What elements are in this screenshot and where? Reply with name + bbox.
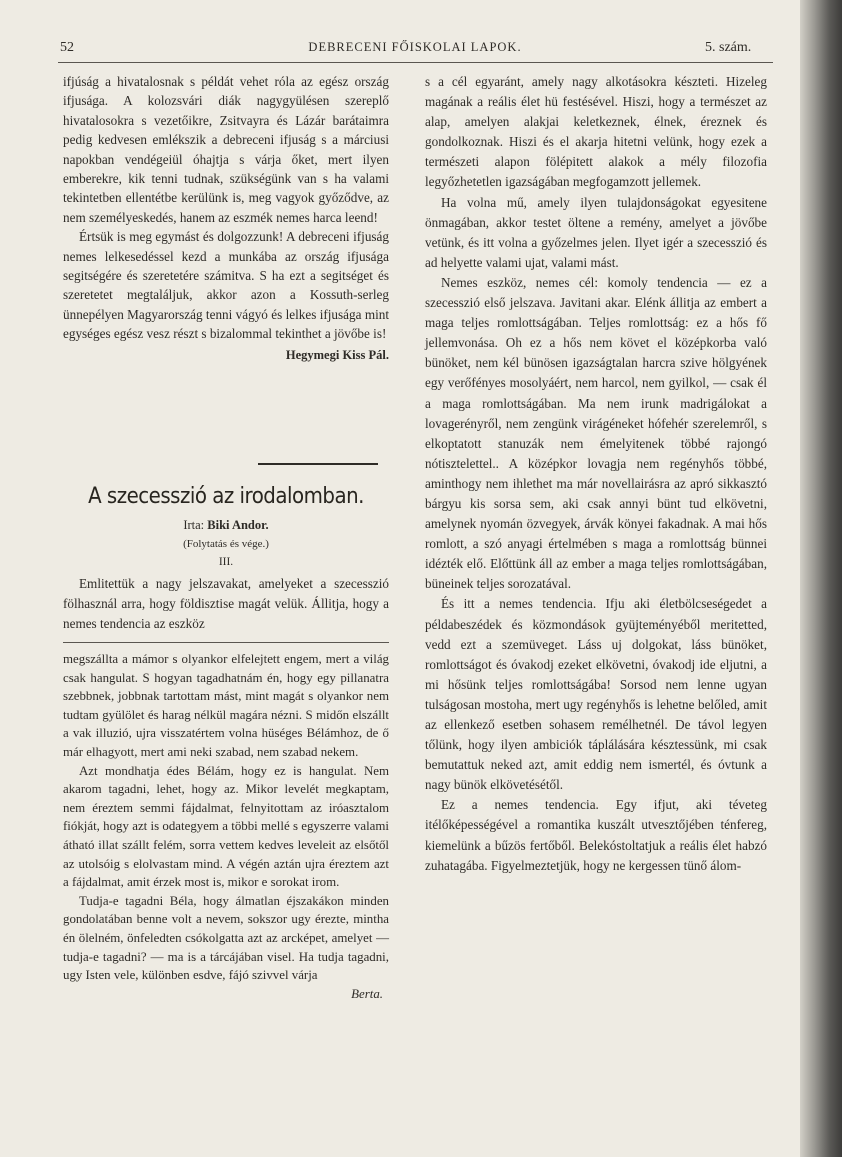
left-column-bottom — [63, 650, 389, 1003]
column-divider — [63, 642, 389, 643]
continuation-note: (Folytatás és vége.) — [183, 538, 269, 550]
paragraph: s a cél egyaránt, amely nagy alkotásokra készteti. Hizeleg magának a reális élet hü festésével. Hiszi, hogy a természet az alap, amelyen alakjai keletkeznek, élnek, éreznek és gondolkoznak. Hiszi és el akarja hitetni velünk, hogy ezek a természeti alapon fölépitett alakok a mély filozofia legyőzhetetlen igazságában megfogamzott jellemek. — [425, 74, 767, 190]
paragraph: És itt a nemes tendencia. Ifju aki életbölcseségedet a példabeszédek és közmondások gyüjteményéből meritetted, vedd ezt a szemüveget. Láss uj dolgokat, láss bünöket, romlottságot és óvakodj ezeket elkövetni, óvakodj ide eljutni, a mi hősünk teljes romlottságába! Sorsod nem lenne ugyan tulságosan mostoha, mert ugy regényhős is lehetne belőled, amit az ellenkező esetben sohasem remélhetnél. De távol legyen tőlünk, hogy ilyen ambiciók táplálására késztessünk, mi csak bemutattuk neked azt, amit eddig nem ismertél, és óvtunk a nagy bünök elkövetésétől. — [425, 596, 767, 793]
signature: Hegymegi Kiss Pál. — [285, 347, 389, 362]
byline — [63, 518, 389, 533]
letter-signoff: Berta. — [351, 986, 383, 1001]
paragraph: Azt mondhatja édes Bélám, hogy ez is hangulat. Nem akarom tagadni, lehet, hogy az. Mikor levelét megkaptam, nem éreztem semmi fájdalmat, felnyitottam az iróasztalom fiókját, hogy azt is odategyem a többi mellé s egyszerre valami átható illat szállt felém, sorra vettem kedves leveleit az elsőtől az utolsóig s elolvastam mind. A végén aztán ujra éreztem azt a fájdalmat, amit érzek most is, mikor e sorokat irom. — [63, 763, 389, 890]
header-rule — [58, 62, 773, 63]
book-binding-edge — [800, 0, 842, 1157]
journal-title: DEBRECENI FŐISKOLAI LAPOK. — [308, 40, 522, 54]
article-intro — [63, 574, 389, 634]
page-number: 52 — [60, 40, 74, 55]
right-column — [425, 72, 767, 876]
paragraph: Nemes eszköz, nemes cél: komoly tendencia — ez a szecesszió első jelszava. Javitani akar. Elénk állitja az embert a maga teljes romlottságában. Teljes romlottság: ez a hős fő jellemvonása. Oh ez a hős nem követ el középkorba való bünöket, nem kél bünösen igazságtalan harcra szive hölgyének egy verőfényes mosolyáért, nem harcol, nem gyilkol, — csak él a maga romlottságában. Ma nem irunk madrigálokat a lovagerényről, nem zengünk virágéneket hófehér szerelemről, s elkoptatott stanuzák nem émelyitenek többé rajongó nótisztelettel.. A középkor lovagja nem regényhős többé, aminthogy nem ihlethet ma már novellairásra az apró sikkasztó bárgyu kis sorsa sem, aki csak annyi bünt tud elkövetni, amelynek nyomán özvegyek, árvák könyei fakadnak. A mai hős romlott, a szó anyagi értelmében s maga a romlottság bünnei idézték elő. Előttünk áll az ember a maga teljes romlottságában, büneinek teljes sorozatával. — [425, 274, 767, 592]
paragraph: Ez a nemes tendencia. Egy ifjut, aki téveteg itélőképességével a romantika kuszált utvesztőjében ténfereg, kiemelünk a bűzös fertőből. Belekóstoltatjuk a reális élet habzó zuhatagába. Figyelmeztetjük, hogy ne kergessen tünő álom- — [425, 797, 767, 873]
byline-prefix: Irta: — [183, 518, 205, 532]
paragraph: megszállta a mámor s olyankor elfelejtett engem, mert a világ csak hangulat. S hogyan tagadhatnám én, hogy egy pillanatra szebbnek, jobbnak tartottam mást, mint magát s olyankor nem tudtam gyülölet és harag nélkül magára nézni. S midőn elszállt a vak illuzió, ujra visszatértem volna hüséges Bélámhoz, de ő már elhagyott, mert ami neki szabad, nem szabad nekem. — [63, 652, 389, 759]
paragraph: Értsük is meg egymást és dolgozzunk! A debreceni ifjuság nemes lelkesedéssel kezd a munkába az ország ifjusága segitségére és szeretetére számitva. S ha ezt a segitséget és szeretetet megtaláljuk, akkor azon a Kossuth-serleg ünnepélyen Magyarország tenni vágyó és lelkes ifjusága mint egységes egész vesz részt s bizalommal tekinthet a jövőbe is! — [63, 229, 389, 342]
paragraph: Emlitettük a nagy jelszavakat, amelyeket a szecesszió fölhasznál arra, hogy földisztise magát velük. Állitja, hogy a nemes tendencia az eszköz — [63, 576, 389, 631]
article-title: A szecesszió az irodalomban. — [88, 484, 364, 509]
issue-number: 5. szám. — [705, 40, 752, 55]
section-divider — [258, 463, 378, 465]
paragraph: Ha volna mű, amely ilyen tulajdonságokat egyesitene önmagában, akkor testet öltene a remény, amelyet a jövőbe vetünk, és itt volna a győzelmes jelen. Ilyet igér a szecesszió és ad helyette valami ujat, valami mást. — [425, 194, 767, 270]
section-number: III. — [218, 556, 234, 568]
left-column-top — [63, 72, 389, 365]
paragraph: ifjúság a hivatalosnak s példát vehet róla az egész ország ifjusága. A kolozsvári diák nagygyülésen szereplő hivatalosokra s vezetőikre, Zsitvayra és Lázár barátaimra pedig kedvesen emlékszik a debreceni ifjuság s a márciusi napokban vendégeiül óhajtja s várja őket, mert ilyen emberekre, kik tenni tudnak, szükségünk van s ha valami tekintetben ellentétbe kerülünk is, meg vagyok győződve, az nem személyeskedés, hanem az eszmék nemes harca leend! — [63, 74, 389, 225]
paragraph: Tudja-e tagadni Béla, hogy álmatlan éjszakákon minden gondolatában benne volt a nevem, sokszor ugy érezte, mintha én ölelném, önfeledten csókolgatta azt az arcképet, amelyet — tudja-e tagadni? — ma is a tárcájában visel. Ha tudja tagadni, ugy Isten vele, különben esdve, fájó szivvel várja — [63, 893, 389, 983]
author-name: Biki Andor. — [207, 518, 269, 532]
